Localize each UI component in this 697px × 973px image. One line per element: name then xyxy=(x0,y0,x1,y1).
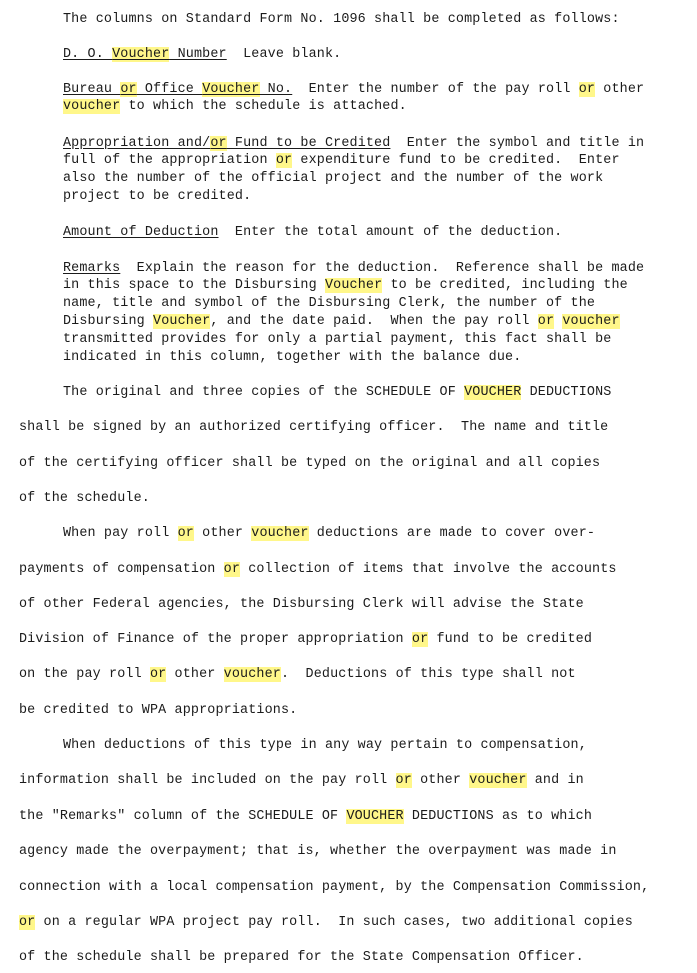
text-run: of the certifying officer shall be typed on the original and all copies xyxy=(19,456,601,471)
payroll-para-line-1 xyxy=(63,525,595,542)
text-run: Disbursing xyxy=(63,314,154,329)
underlined-heading: Office xyxy=(136,82,203,97)
highlighted-term: or xyxy=(149,667,167,682)
underlined-heading: Fund to be Credited xyxy=(226,136,391,151)
text-run: fund to be credited xyxy=(428,632,593,647)
text-run: payments of compensation xyxy=(19,562,224,577)
text-run: . Deductions of this type shall not xyxy=(280,667,576,682)
highlighted-term: VOUCHER xyxy=(464,385,522,400)
highlighted-term: or xyxy=(578,82,596,97)
comp-para-line-2 xyxy=(19,772,584,789)
text-run: The columns on Standard Form No. 1096 shall be completed as follows: xyxy=(63,12,620,27)
text-run: to which the schedule is attached. xyxy=(120,99,407,114)
highlighted-term: or xyxy=(537,314,555,329)
text-run: other xyxy=(411,773,470,788)
text-run: Leave blank. xyxy=(226,47,342,62)
payroll-para-line-5 xyxy=(19,666,576,683)
original-para-line-3 xyxy=(19,455,600,472)
highlighted-term: or xyxy=(210,136,227,151)
text-run: other xyxy=(595,82,645,97)
text-run: to be credited, including the xyxy=(382,278,628,293)
highlighted-term: voucher xyxy=(63,99,121,114)
text-run: of the schedule shall be prepared for the State Compensation Officer. xyxy=(19,950,584,965)
text-run: collection of items that involve the accounts xyxy=(240,562,617,577)
do-voucher-line xyxy=(63,46,341,63)
appropriation-line-2 xyxy=(63,152,620,169)
highlighted-term: or xyxy=(177,526,194,541)
remarks-line-4 xyxy=(63,313,620,330)
underlined-heading: D. O. xyxy=(63,47,113,62)
text-run: project to be credited. xyxy=(63,189,252,204)
highlighted-term: Voucher xyxy=(153,314,211,329)
text-run: Enter the number of the pay roll xyxy=(292,82,579,97)
highlighted-term: or xyxy=(223,562,241,577)
highlighted-term: or xyxy=(120,82,137,97)
text-run: in this space to the Disbursing xyxy=(63,278,325,293)
original-para-line-1 xyxy=(63,384,611,401)
bureau-line-1 xyxy=(63,81,644,98)
payroll-para-line-6 xyxy=(19,702,297,719)
text-run: expenditure fund to be credited. Enter xyxy=(292,153,620,168)
amount-line xyxy=(63,224,562,241)
highlighted-term: or xyxy=(19,915,36,930)
text-run: full of the appropriation xyxy=(63,153,276,168)
underlined-heading: Number xyxy=(169,47,227,62)
underlined-heading: Bureau xyxy=(63,82,121,97)
text-run: the "Remarks" column of the SCHEDULE OF xyxy=(19,809,347,824)
intro-line xyxy=(63,11,620,28)
underlined-heading: Amount of Deduction xyxy=(63,225,219,240)
text-run: on a regular WPA project pay roll. In such cases, two additional copies xyxy=(35,915,633,930)
underlined-heading: Appropriation and/ xyxy=(63,136,211,151)
bureau-line-2 xyxy=(63,98,407,115)
remarks-line-6 xyxy=(63,349,521,366)
text-run: When pay roll xyxy=(63,526,178,541)
text-run: be credited to WPA appropriations. xyxy=(19,703,298,718)
text-run: agency made the overpayment; that is, whether the overpayment was made in xyxy=(19,844,617,859)
text-run: Division of Finance of the proper appropriation xyxy=(19,632,412,647)
comp-para-line-3 xyxy=(19,808,592,825)
original-para-line-4 xyxy=(19,490,150,507)
comp-para-line-6 xyxy=(19,914,633,931)
payroll-para-line-3 xyxy=(19,596,584,613)
text-run: Explain the reason for the deduction. Reference shall be made xyxy=(120,261,645,276)
remarks-line-5 xyxy=(63,331,611,348)
text-run: on the pay roll xyxy=(19,667,150,682)
text-run: information shall be included on the pay roll xyxy=(19,773,396,788)
underlined-heading: Remarks xyxy=(63,261,121,276)
text-run: Enter the symbol and title in xyxy=(390,136,645,151)
highlighted-term: voucher xyxy=(469,773,527,788)
highlighted-term: voucher xyxy=(251,526,309,541)
comp-para-line-5 xyxy=(19,879,649,896)
highlighted-term: or xyxy=(411,632,429,647)
text-run: shall be signed by an authorized certifying officer. The name and title xyxy=(19,420,609,435)
text-run: other xyxy=(166,667,224,682)
text-run: When deductions of this type in any way pertain to compensation, xyxy=(63,738,587,753)
text-run: The original and three copies of the SCHEDULE OF xyxy=(63,385,465,400)
highlighted-term: or xyxy=(395,773,412,788)
comp-para-line-7 xyxy=(19,949,584,966)
text-run: , and the date paid. When the pay roll xyxy=(210,314,538,329)
text-run: of the schedule. xyxy=(19,491,150,506)
text-run: name, title and symbol of the Disbursing Clerk, the number of the xyxy=(63,296,596,311)
comp-para-line-4 xyxy=(19,843,617,860)
text-run: deductions are made to cover over- xyxy=(308,526,596,541)
text-run: DEDUCTIONS as to which xyxy=(403,809,593,824)
payroll-para-line-4 xyxy=(19,631,592,648)
highlighted-term: Voucher xyxy=(324,278,383,293)
highlighted-term: voucher xyxy=(562,314,620,329)
appropriation-line-3 xyxy=(63,170,603,187)
remarks-line-1 xyxy=(63,260,644,277)
underlined-heading: No. xyxy=(259,82,293,97)
highlighted-term: voucher xyxy=(223,667,281,682)
original-para-line-2 xyxy=(19,419,608,436)
text-run: and in xyxy=(526,773,584,788)
text-run: transmitted provides for only a partial payment, this fact shall be xyxy=(63,332,612,347)
text-run: connection with a local compensation payment, by the Compensation Commission, xyxy=(19,880,650,895)
text-run: Enter the total amount of the deduction. xyxy=(218,225,563,240)
text-run: also the number of the official project and the number of the work xyxy=(63,171,604,186)
text-run: of other Federal agencies, the Disbursing Clerk will advise the State xyxy=(19,597,584,612)
text-run: indicated in this column, together with the balance due. xyxy=(63,350,522,365)
comp-para-line-1 xyxy=(63,737,587,754)
highlighted-term: VOUCHER xyxy=(346,809,404,824)
appropriation-line-1 xyxy=(63,135,644,152)
payroll-para-line-2 xyxy=(19,561,617,578)
remarks-line-2 xyxy=(63,277,628,294)
highlighted-term: Voucher xyxy=(112,47,170,62)
text-run: DEDUCTIONS xyxy=(521,385,612,400)
appropriation-line-4 xyxy=(63,188,251,205)
text-run: other xyxy=(193,526,252,541)
highlighted-term: or xyxy=(275,153,293,168)
highlighted-term: Voucher xyxy=(202,82,260,97)
remarks-line-3 xyxy=(63,295,595,312)
